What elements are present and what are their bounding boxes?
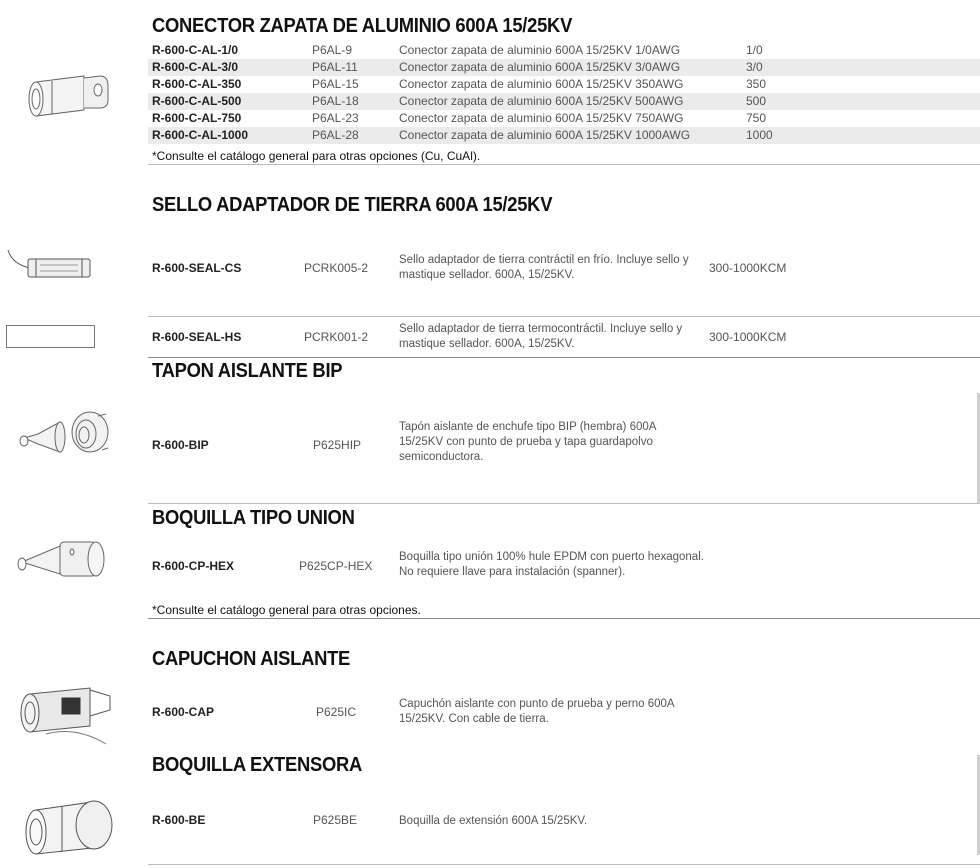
size: 300-1000KCM <box>709 330 787 344</box>
section-title-extensora: BOQUILLA EXTENSORA <box>152 754 363 776</box>
catalog-code: R-600-SEAL-HS <box>152 330 242 344</box>
part-number: P625HIP <box>313 438 362 452</box>
description: Tapón aislante de enchufe tipo BIP (hembra) 600A 15/25KV con punto de prueba y tapa guardapolvo semiconductora. <box>399 421 656 463</box>
part-number: P6AL-15 <box>312 77 359 91</box>
section-title-boquilla-union: BOQUILLA TIPO UNION <box>152 507 355 529</box>
part-number: P625CP-HEX <box>299 559 373 573</box>
divider <box>148 503 980 504</box>
divider <box>148 864 980 865</box>
divider <box>148 316 980 317</box>
description: Sello adaptador de tierra contráctil en frío. Incluye sello y mastique sellador. 600A, 15/25KV. <box>399 254 689 281</box>
part-number: P6AL-18 <box>312 94 359 108</box>
table-row <box>148 59 980 76</box>
table-row <box>148 42 980 59</box>
table-row <box>148 93 980 110</box>
description: Sello adaptador de tierra termocontráctil. Incluye sello y mastique sellador. 600A, 15/25KV. <box>399 323 683 350</box>
catalog-code: R-600-C-AL-1/0 <box>152 43 239 57</box>
description: Capuchón aislante con punto de prueba y perno 600A 15/25KV. Con cable de tierra. <box>399 698 674 725</box>
part-number: P6AL-23 <box>312 111 359 125</box>
description: Conector zapata de aluminio 600A 15/25KV 750AWG <box>399 111 684 125</box>
description: Conector zapata de aluminio 600A 15/25KV 1000AWG <box>399 128 691 142</box>
size: 1/0 <box>746 43 763 57</box>
catalog-code: R-600-C-AL-350 <box>152 77 242 91</box>
table-row <box>148 76 980 93</box>
description: Conector zapata de aluminio 600A 15/25KV 1/0AWG <box>399 43 681 57</box>
section-title-conector: CONECTOR ZAPATA DE ALUMINIO 600A 15/25KV <box>152 15 573 37</box>
part-number: PCRK005-2 <box>304 261 369 275</box>
description: Boquilla de extensión 600A 15/25KV. <box>399 815 588 827</box>
extension-bushing-image <box>22 796 118 860</box>
catalog-code: R-600-C-AL-500 <box>152 94 242 108</box>
section-title-tapon: TAPON AISLANTE BIP <box>152 360 343 382</box>
size: 350 <box>746 77 767 91</box>
size: 1000 <box>746 128 773 142</box>
footnote-boquilla-union: *Consulte el catálogo general para otras opciones. <box>152 603 421 617</box>
insulating-cap-image <box>16 686 116 748</box>
description: Conector zapata de aluminio 600A 15/25KV 350AWG <box>399 77 684 91</box>
part-number: P625IC <box>316 705 357 719</box>
divider <box>148 618 980 619</box>
footnote-conector: *Consulte el catálogo general para otras opciones (Cu, CuAl). <box>152 149 481 163</box>
section-title-sello: SELLO ADAPTADOR DE TIERRA 600A 15/25KV <box>152 194 553 216</box>
part-number: PCRK001-2 <box>304 330 369 344</box>
connector-lug-image <box>22 72 110 122</box>
description: Boquilla tipo unión 100% hule EPDM con puerto hexagonal. No requiere llave para instalación (spanner). <box>399 551 704 578</box>
catalog-code: R-600-BE <box>152 813 206 827</box>
table-row <box>148 127 980 144</box>
divider <box>148 357 980 358</box>
part-number: P6AL-28 <box>312 128 359 142</box>
size: 750 <box>746 111 767 125</box>
catalog-code: R-600-CP-HEX <box>152 559 235 573</box>
section-title-capuchon: CAPUCHON AISLANTE <box>152 648 351 670</box>
size: 500 <box>746 94 767 108</box>
table-row <box>148 110 980 127</box>
description: Conector zapata de aluminio 600A 15/25KV 500AWG <box>399 94 684 108</box>
catalog-code: R-600-C-AL-3/0 <box>152 60 239 74</box>
divider <box>148 164 980 165</box>
catalog-code: R-600-C-AL-1000 <box>152 128 249 142</box>
part-number: P625BE <box>313 813 358 827</box>
cold-shrink-seal-image <box>6 244 94 284</box>
catalog-code: R-600-C-AL-750 <box>152 111 242 125</box>
catalog-code: R-600-SEAL-CS <box>152 261 242 275</box>
size: 3/0 <box>746 60 763 74</box>
catalog-code: R-600-BIP <box>152 438 209 452</box>
part-number: P6AL-9 <box>312 43 353 57</box>
catalog-code: R-600-CAP <box>152 705 215 719</box>
union-bushing-image <box>16 536 110 580</box>
description: Conector zapata de aluminio 600A 15/25KV 3/0AWG <box>399 60 681 74</box>
bip-plug-image <box>16 408 110 464</box>
heat-shrink-seal-image <box>6 325 95 348</box>
part-number: P6AL-11 <box>312 60 358 74</box>
size: 300-1000KCM <box>709 261 787 275</box>
